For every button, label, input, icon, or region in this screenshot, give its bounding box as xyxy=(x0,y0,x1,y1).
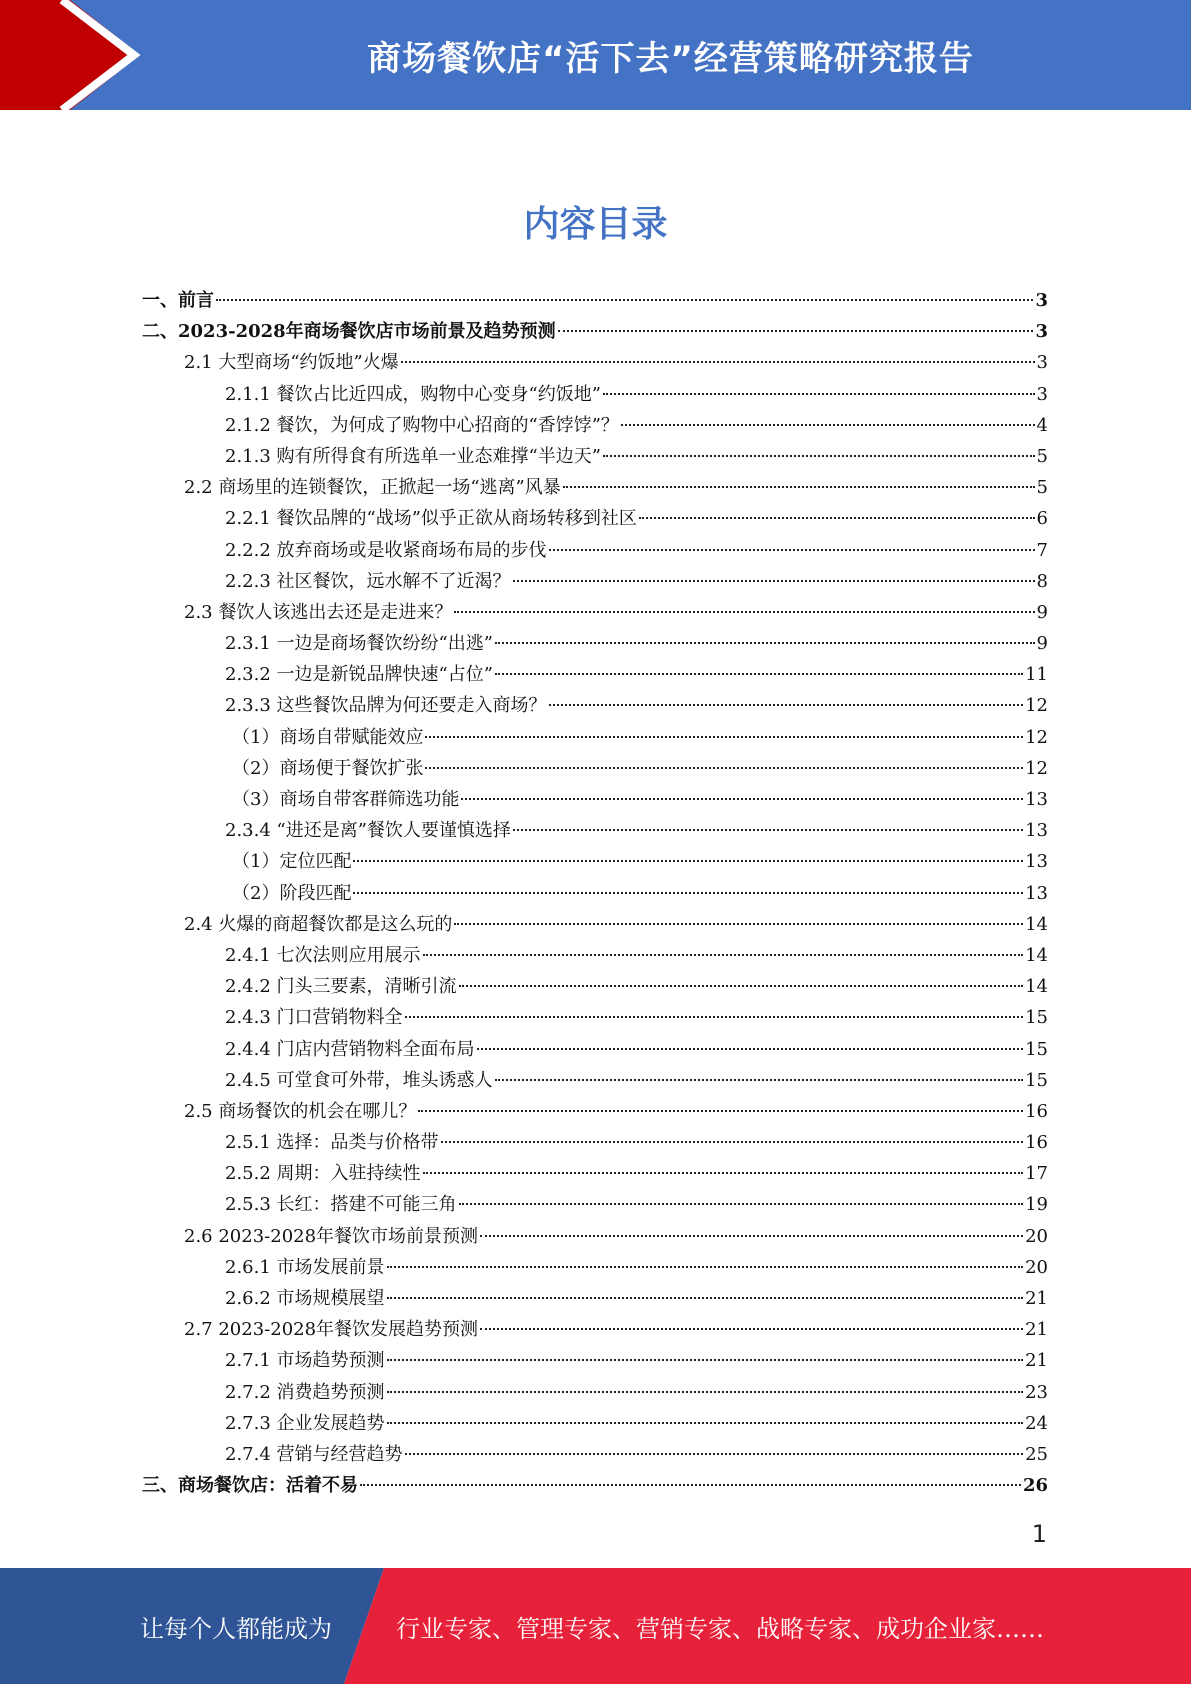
toc-entry-title: 2.4.5 可堂食可外带，堆头诱惑人 xyxy=(225,1069,493,1091)
toc-entry-page: 14 xyxy=(1025,976,1048,998)
toc-dot-leader xyxy=(387,1391,1024,1393)
toc-entry-page: 20 xyxy=(1025,1256,1048,1278)
toc-entry[interactable] xyxy=(142,659,1048,690)
toc-entry[interactable] xyxy=(142,1345,1048,1376)
toc-dot-leader xyxy=(360,1484,1021,1486)
toc-entry-page: 21 xyxy=(1025,1350,1048,1372)
toc-dot-leader xyxy=(513,829,1023,831)
toc-dot-leader xyxy=(353,860,1023,862)
toc-entry-page: 3 xyxy=(1035,321,1048,343)
toc-entry-title: 2.3.4 “进还是离”餐饮人要谨慎选择 xyxy=(225,820,511,842)
toc-entry-title: 2.2 商场里的连锁餐饮，正掀起一场“逃离”风暴 xyxy=(184,477,561,499)
toc-entry-title: 2.2.3 社区餐饮，远水解不了近渴？ xyxy=(225,570,511,592)
toc-dot-leader xyxy=(387,1422,1024,1424)
toc-dot-leader xyxy=(387,1297,1024,1299)
toc-entry-title: 2.5.3 长红：搭建不可能三角 xyxy=(225,1194,457,1216)
toc-entry[interactable] xyxy=(142,784,1048,815)
toc-entry[interactable] xyxy=(142,722,1048,753)
toc-entry[interactable] xyxy=(142,1470,1048,1501)
toc-entry-page: 9 xyxy=(1036,601,1048,623)
toc-dot-leader xyxy=(495,1079,1024,1081)
toc-dot-leader xyxy=(401,361,1035,363)
toc-entry[interactable] xyxy=(142,1314,1048,1345)
toc-entry-page: 8 xyxy=(1036,570,1048,592)
toc-entry[interactable] xyxy=(142,1221,1048,1252)
toc-dot-leader xyxy=(425,736,1023,738)
toc-entry-title: 2.6.2 市场规模展望 xyxy=(225,1288,385,1309)
toc-dot-leader xyxy=(387,1266,1024,1268)
toc-entry-page: 3 xyxy=(1036,352,1048,374)
toc-entry-page: 17 xyxy=(1025,1163,1048,1185)
toc-entry[interactable] xyxy=(142,971,1048,1002)
toc-entry-page: 12 xyxy=(1025,757,1048,779)
toc-entry-page: 13 xyxy=(1025,882,1048,904)
toc-entry-title: 2.6.1 市场发展前景 xyxy=(225,1256,385,1278)
toc-entry[interactable] xyxy=(142,1189,1048,1220)
toc-entry-title: 2.3.2 一边是新锐品牌快速“占位” xyxy=(225,664,493,686)
toc-entry-title: 2.2.1 餐饮品牌的“战场”似乎正欲从商场转移到社区 xyxy=(225,508,637,530)
toc-dot-leader xyxy=(454,611,1034,613)
toc-entry[interactable] xyxy=(142,846,1048,877)
toc-entry-title: 2.1.3 购有所得食有所选单一业态难撑“半边天” xyxy=(225,445,601,467)
toc-entry[interactable] xyxy=(142,597,1048,628)
toc-entry[interactable] xyxy=(142,1034,1048,1065)
toc-entry[interactable] xyxy=(142,1283,1048,1314)
report-header-banner xyxy=(0,0,1191,110)
toc-entry-title: 2.4.4 门店内营销物料全面布局 xyxy=(225,1038,475,1060)
red-chevron-icon xyxy=(0,0,150,110)
toc-entry[interactable] xyxy=(142,1252,1048,1283)
toc-entry[interactable] xyxy=(142,815,1048,846)
toc-entry-page: 12 xyxy=(1025,726,1048,748)
toc-entry[interactable] xyxy=(142,690,1048,721)
toc-entry[interactable] xyxy=(142,909,1048,940)
toc-entry-page: 5 xyxy=(1036,445,1048,467)
toc-dot-leader xyxy=(353,892,1023,894)
toc-entry-title: 2.5.1 选择：品类与价格带 xyxy=(225,1132,439,1154)
toc-entry-title: 2.4.1 七次法则应用展示 xyxy=(225,944,421,966)
toc-entry[interactable] xyxy=(142,1377,1048,1408)
toc-entry-title: 2.3 餐饮人该逃出去还是走进来？ xyxy=(184,601,453,623)
toc-entry-title: 2.1 大型商场“约饭地”火爆 xyxy=(184,352,399,374)
toc-dot-leader xyxy=(603,393,1035,395)
toc-entry-title: 2.6 2023-2028年餐饮市场前景预测 xyxy=(184,1225,479,1247)
toc-dot-leader xyxy=(495,642,1035,644)
toc-entry-title: 2.7.1 市场趋势预测 xyxy=(225,1350,385,1372)
toc-entry-page: 13 xyxy=(1025,789,1048,810)
toc-entry-title: 2.7.4 营销与经营趋势 xyxy=(225,1443,403,1465)
toc-entry-page: 14 xyxy=(1025,913,1048,935)
toc-entry[interactable] xyxy=(142,1096,1048,1127)
toc-entry-page: 9 xyxy=(1036,633,1048,655)
toc-entry[interactable] xyxy=(142,566,1048,597)
toc-dot-leader xyxy=(405,1453,1024,1455)
footer-slogan-right: 行业专家、管理专家、营销专家、战略专家、成功企业家…… xyxy=(396,1614,1044,1643)
toc-entry-page: 6 xyxy=(1036,508,1048,530)
toc-entry[interactable] xyxy=(142,347,1048,378)
toc-dot-leader xyxy=(418,1110,1023,1112)
toc-entry-page: 26 xyxy=(1022,1475,1048,1497)
toc-entry[interactable] xyxy=(142,379,1048,410)
toc-entry[interactable] xyxy=(142,940,1048,971)
toc-dot-leader xyxy=(549,549,1035,551)
toc-heading: 内容目录 xyxy=(523,204,668,245)
toc-entry-page: 7 xyxy=(1036,539,1048,561)
toc-dot-leader xyxy=(603,455,1035,457)
toc-entry[interactable] xyxy=(142,1439,1048,1470)
toc-entry-page: 19 xyxy=(1025,1194,1048,1216)
toc-entry-page: 25 xyxy=(1025,1443,1048,1465)
toc-entry-title: （1）商场自带赋能效应 xyxy=(232,726,424,748)
toc-entry-title: 2.3.3 这些餐饮品牌为何还要走入商场？ xyxy=(225,695,547,717)
toc-entry-page: 23 xyxy=(1025,1381,1048,1403)
toc-entry-page: 11 xyxy=(1025,664,1048,686)
toc-dot-leader xyxy=(387,1359,1024,1361)
toc-dot-leader xyxy=(639,517,1035,519)
toc-dot-leader xyxy=(621,424,1035,426)
toc-dot-leader xyxy=(423,954,1024,956)
toc-entry-title: 二、2023-2028年商场餐饮店市场前景及趋势预测 xyxy=(142,321,556,343)
toc-entry-page: 13 xyxy=(1025,820,1048,842)
toc-entry-title: 三、商场餐饮店：活着不易 xyxy=(142,1475,358,1497)
toc-entry-page: 24 xyxy=(1025,1412,1048,1434)
toc-entry[interactable] xyxy=(142,878,1048,909)
toc-entry[interactable] xyxy=(142,1065,1048,1096)
toc-entry[interactable] xyxy=(142,285,1048,316)
toc-dot-leader xyxy=(216,299,1033,301)
toc-entry-page: 12 xyxy=(1025,695,1048,717)
toc-dot-leader xyxy=(461,798,1023,800)
toc-entry-title: 2.7.2 消费趋势预测 xyxy=(225,1381,385,1403)
toc-entry[interactable] xyxy=(142,441,1048,472)
toc-entry-title: （3）商场自带客群筛选功能 xyxy=(232,789,460,810)
toc-entry-title: 2.5.2 周期：入驻持续性 xyxy=(225,1163,421,1185)
toc-entry-title: 一、前言 xyxy=(142,290,214,311)
toc-dot-leader xyxy=(459,1203,1024,1205)
toc-entry-title: 2.7 2023-2028年餐饮发展趋势预测 xyxy=(184,1319,479,1341)
toc-entry[interactable] xyxy=(142,753,1048,784)
toc-entry[interactable] xyxy=(142,410,1048,441)
toc-entry-page: 15 xyxy=(1025,1069,1048,1091)
toc-entry[interactable] xyxy=(142,1127,1048,1158)
toc-entry-page: 14 xyxy=(1025,944,1048,966)
toc-entry-page: 3 xyxy=(1035,290,1048,311)
toc-dot-leader xyxy=(549,704,1024,706)
table-of-contents xyxy=(142,285,1048,1501)
toc-entry[interactable] xyxy=(142,316,1048,347)
toc-entry[interactable] xyxy=(142,1408,1048,1439)
toc-entry-page: 15 xyxy=(1025,1007,1048,1029)
toc-entry-page: 4 xyxy=(1036,414,1048,436)
report-title: 商场餐饮店“活下去”经营策略研究报告 xyxy=(367,38,974,79)
toc-dot-leader xyxy=(441,1141,1024,1143)
toc-entry[interactable] xyxy=(142,535,1048,566)
toc-entry-title: （2）阶段匹配 xyxy=(232,882,352,904)
toc-entry-title: 2.1.1 餐饮占比近四成，购物中心变身“约饭地” xyxy=(225,383,601,405)
toc-dot-leader xyxy=(495,673,1023,675)
toc-entry-page: 21 xyxy=(1025,1319,1048,1341)
toc-entry[interactable] xyxy=(142,503,1048,534)
toc-dot-leader xyxy=(477,1048,1024,1050)
footer-banner xyxy=(0,1568,1191,1684)
toc-entry-page: 5 xyxy=(1036,477,1048,499)
toc-dot-leader xyxy=(454,923,1023,925)
toc-dot-leader xyxy=(425,767,1023,769)
toc-entry-page: 15 xyxy=(1025,1038,1048,1060)
toc-entry-title: 2.3.1 一边是商场餐饮纷纷“出逃” xyxy=(225,633,493,655)
toc-dot-leader xyxy=(423,1172,1024,1174)
toc-entry-title: 2.1.2 餐饮，为何成了购物中心招商的“香饽饽”？ xyxy=(225,414,619,436)
toc-entry-title: 2.5 商场餐饮的机会在哪儿？ xyxy=(184,1100,417,1122)
toc-entry-page: 13 xyxy=(1025,851,1048,873)
toc-entry[interactable] xyxy=(142,1158,1048,1189)
toc-entry-title: 2.4.2 门头三要素，清晰引流 xyxy=(225,976,457,998)
toc-entry-title: 2.2.2 放弃商场或是收紧商场布局的步伐 xyxy=(225,539,547,561)
toc-dot-leader xyxy=(480,1235,1023,1237)
toc-entry-title: 2.4.3 门口营销物料全 xyxy=(225,1007,403,1029)
toc-entry-page: 3 xyxy=(1036,383,1048,405)
toc-dot-leader xyxy=(480,1328,1023,1330)
toc-dot-leader xyxy=(405,1016,1024,1018)
toc-dot-leader xyxy=(558,330,1034,332)
toc-dot-leader xyxy=(513,580,1035,582)
toc-entry-title: （1）定位匹配 xyxy=(232,851,352,873)
toc-entry-title: 2.4 火爆的商超餐饮都是这么玩的 xyxy=(184,913,453,935)
footer-slogan-left: 让每个人都能成为 xyxy=(140,1614,332,1643)
toc-entry-page: 16 xyxy=(1025,1132,1048,1154)
toc-entry-title: 2.7.3 企业发展趋势 xyxy=(225,1412,385,1434)
toc-entry-page: 20 xyxy=(1025,1225,1048,1247)
toc-entry[interactable] xyxy=(142,1002,1048,1033)
toc-entry-page: 21 xyxy=(1025,1288,1048,1309)
toc-entry[interactable] xyxy=(142,472,1048,503)
toc-dot-leader xyxy=(563,486,1035,488)
toc-dot-leader xyxy=(459,985,1024,987)
page-number: 1 xyxy=(1031,1520,1047,1548)
toc-entry-page: 16 xyxy=(1025,1100,1048,1122)
toc-entry[interactable] xyxy=(142,628,1048,659)
toc-entry-title: （2）商场便于餐饮扩张 xyxy=(232,757,424,779)
